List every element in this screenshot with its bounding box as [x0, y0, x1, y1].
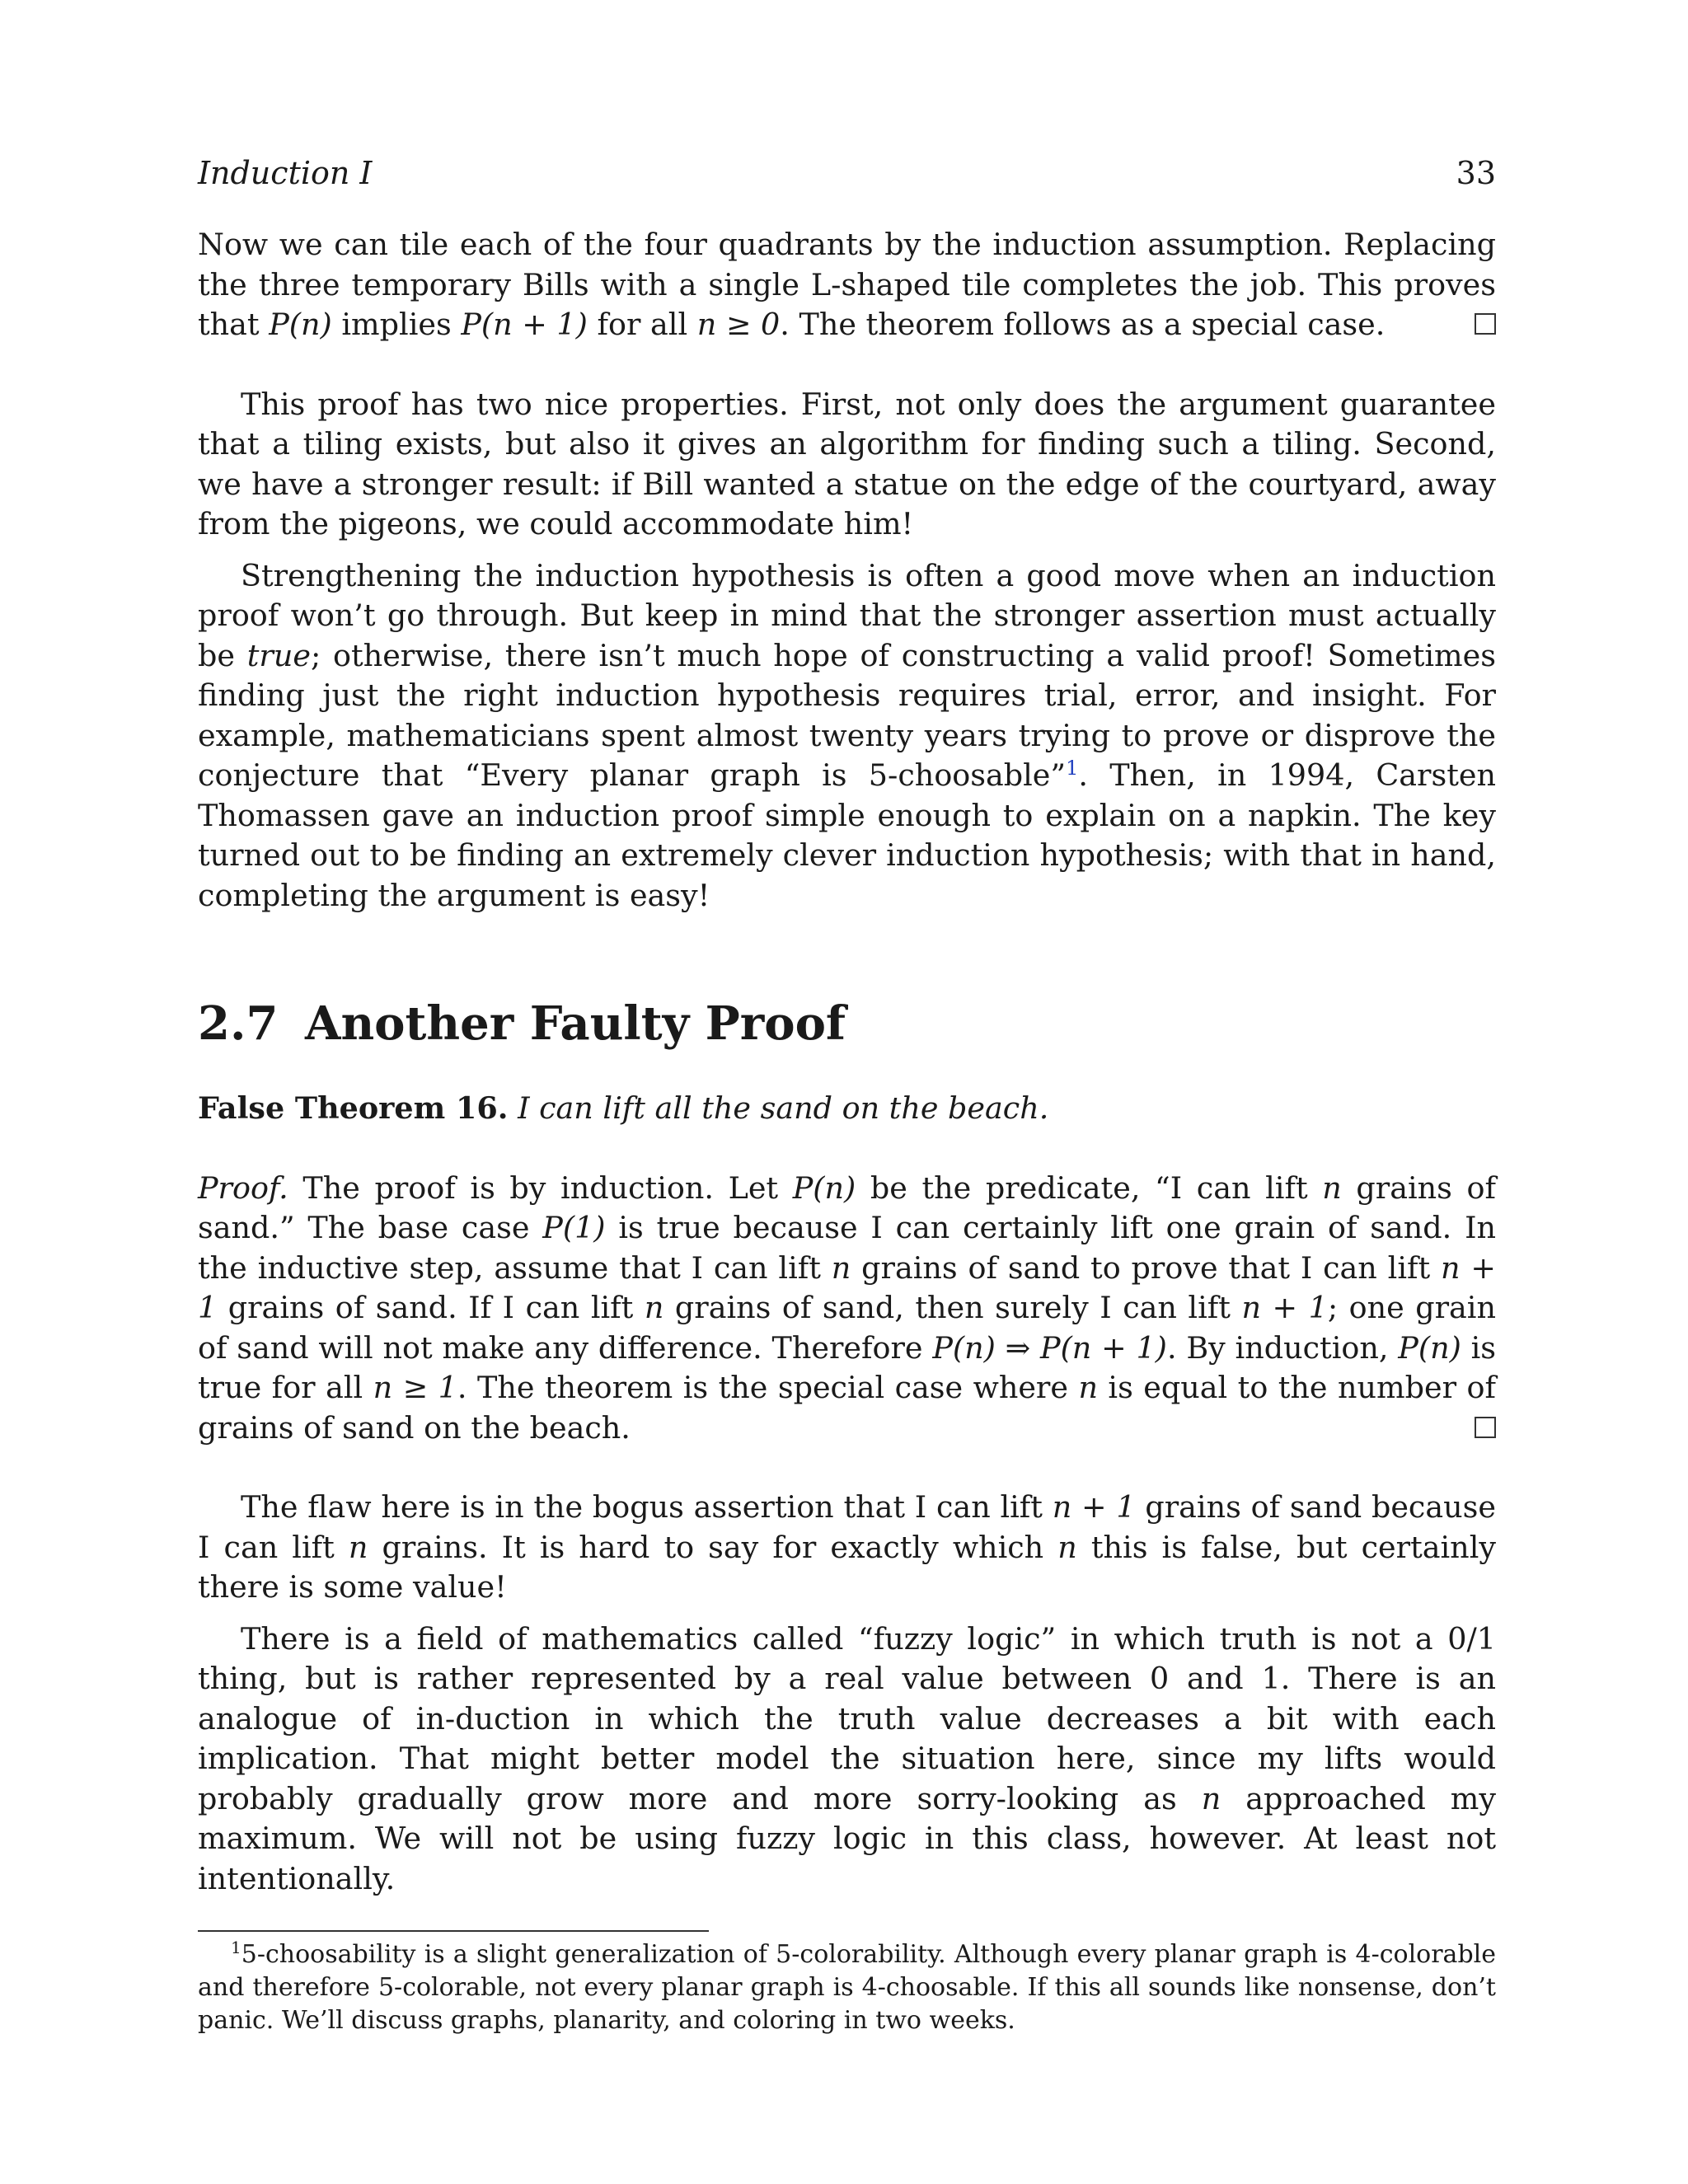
running-head	[198, 152, 1496, 194]
qed-box-icon	[1475, 1417, 1496, 1438]
paragraph-proof-properties: This proof has two nice properties. First, not only does the argument guarantee that a tiling exists, but also it gives an algorithm for finding such a tiling. Second, we have a stronger result: if Bill wanted a statue on the edge of the courtyard, away from the pigeons, we could accommodate him!	[198, 386, 1496, 541]
math-run: n + 1	[1241, 1290, 1328, 1325]
page	[198, 152, 1496, 2037]
chapter-title: Induction I	[198, 155, 373, 191]
text-run: There is a field of mathematics called “fuzzy logic” in which truth is not a 0/1 thing, but is rather represented by a real value between 0 and 1. There is an analogue of in-duction in which the truth value decreases a bit with each implication. That might better model the situation here, since my lifts would probably gradually grow more and more sorry-looking as	[198, 1620, 1496, 1816]
text-run: The flaw here is in the bogus assertion that I can lift	[241, 1489, 1053, 1525]
text-run: be the predicate, “I can lift	[856, 1169, 1323, 1206]
text-run: grains of sand. If I can lift	[217, 1290, 645, 1325]
footnote-reference-link[interactable]: 1	[1066, 756, 1079, 780]
text-run: implies	[331, 307, 462, 342]
math-run: P(n)	[792, 1169, 856, 1206]
proof-conclusion-paragraph	[198, 225, 1496, 345]
section-number: 2.7	[198, 996, 279, 1051]
text-run: . The theorem is the special case where	[457, 1370, 1079, 1405]
proof-label: Proof.	[198, 1169, 288, 1206]
false-theorem	[198, 1089, 1496, 1129]
text-run: is true for all	[198, 1329, 1496, 1405]
math-run: P(n)	[269, 307, 332, 342]
section-heading	[198, 995, 1496, 1052]
paragraph-fuzzy-logic	[198, 1619, 1496, 1900]
paragraph-flaw	[198, 1488, 1496, 1608]
math-run: P(n)	[1398, 1329, 1461, 1366]
math-run: n	[1201, 1780, 1221, 1816]
text-run: ; one grain of sand will not make any difference. Therefore	[198, 1290, 1496, 1366]
text-run: The proof is by induction. Let	[288, 1169, 793, 1206]
math-run: P(n) ⇒ P(n + 1)	[932, 1329, 1167, 1366]
math-run: P(1)	[542, 1210, 606, 1245]
text-run: . Then, in 1994, Carsten Thomassen gave an induction proof simple enough to explain on a napkin. The key turned out to be finding an extremely clever induction hypothesis; with that in hand, completing the argument is easy!	[198, 757, 1496, 913]
text-run: grains of sand because I can lift	[198, 1489, 1496, 1565]
math-run: n	[831, 1249, 851, 1286]
theorem-label: False Theorem 16.	[198, 1090, 509, 1126]
theorem-statement: I can lift all the sand on the beach.	[518, 1090, 1049, 1126]
footnote-mark: 1	[231, 1938, 241, 1957]
text-run: . The theorem follows as a special case.	[780, 307, 1386, 342]
math-run: n ≥ 0	[696, 307, 781, 342]
paragraph-strengthening	[198, 556, 1496, 916]
math-run: n	[348, 1529, 368, 1565]
math-run: n + 1	[1052, 1489, 1136, 1525]
proof-paragraph	[198, 1169, 1496, 1449]
qed-box-icon	[1475, 313, 1496, 335]
math-run: n	[644, 1290, 664, 1325]
text-run: is equal to the number of grains of sand on the beach.	[198, 1370, 1496, 1446]
text-run: grains of sand to prove that I can lift	[851, 1249, 1442, 1286]
text-run: grains of sand, then surely I can lift	[663, 1290, 1242, 1325]
page-number: 33	[1456, 155, 1496, 191]
math-run: n	[1322, 1169, 1342, 1206]
math-run: n	[1078, 1370, 1098, 1405]
text-run: is true because I can certainly lift one grain of sand. In the inductive step, assume that I can lift	[198, 1210, 1496, 1286]
text-run: for all	[587, 307, 697, 342]
footnote-text: 5-choosability is a slight generalization of 5-colorability. Although every planar graph is 4-colorable and therefore 5-colorable, not every planar graph is 4-choosable. If this all sounds like nonsense, don’t panic. We’ll discuss graphs, planarity, and coloring in two weeks.	[198, 1940, 1496, 2035]
text-run: this is false, but certainly there is some value!	[198, 1529, 1496, 1605]
footnote-divider	[198, 1930, 709, 1932]
section-title: Another Faulty Proof	[305, 996, 846, 1051]
math-run: n + 1	[198, 1249, 1496, 1325]
text-run: grains of sand.” The base case	[198, 1169, 1497, 1245]
text-run: approached my maximum. We will not be using fuzzy logic in this class, however. At least not intentionally.	[198, 1780, 1496, 1896]
footnote	[198, 1938, 1496, 2037]
emphasis-true: true	[246, 637, 311, 673]
text-run: ; otherwise, there isn’t much hope of constructing a valid proof! Sometimes finding just the right induction hypothesis requires trial, error, and insight. For example, mathematicians spent almost twenty years trying to prove or disprove the conjecture that “Every planar graph is 5-choosable”	[198, 637, 1497, 793]
math-run: P(n + 1)	[461, 307, 588, 342]
math-run: n ≥ 1	[373, 1370, 457, 1405]
text-run: grains. It is hard to say for exactly which	[368, 1529, 1058, 1565]
math-run: n	[1057, 1529, 1077, 1565]
text-run: . By induction,	[1166, 1329, 1399, 1366]
text-run: Strengthening the induction hypothesis is often a good move when an induction proof won’t go through. But keep in mind that the stronger assertion must actually be	[198, 557, 1496, 673]
text-run: Now we can tile each of the four quadrants by the induction assumption. Replacing the three temporary Bills with a single L-shaped tile completes the job. This proves that	[198, 227, 1496, 342]
